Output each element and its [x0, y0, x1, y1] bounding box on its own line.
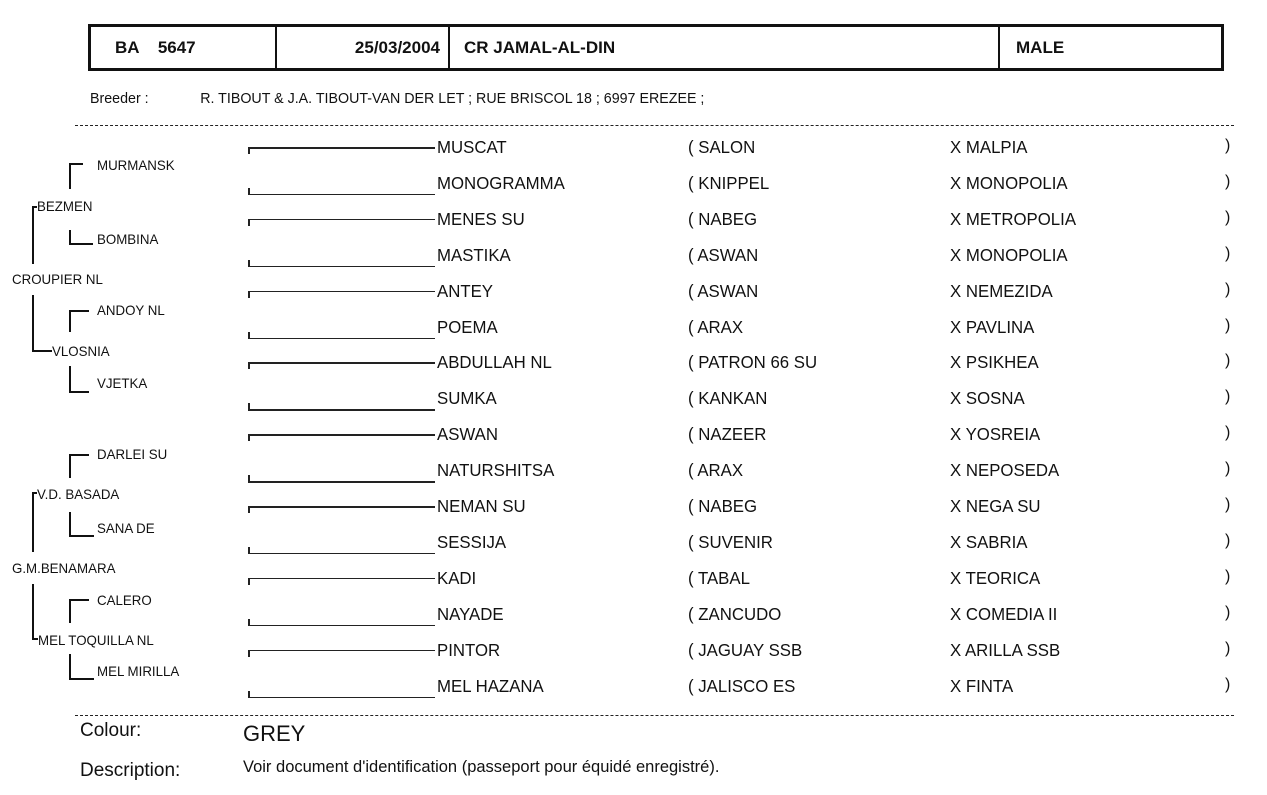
pedigree-connector [248, 291, 435, 293]
pedigree-row-sire: ( PATRON 66 SU [688, 352, 818, 373]
top-divider [75, 125, 1234, 126]
pedigree-row-sire: ( TABAL [688, 567, 750, 588]
pedigree-row-dam: X NEGA SU [950, 496, 1041, 516]
tree-sire: CROUPIER NL [12, 271, 103, 287]
pedigree-row-close: ) [1225, 496, 1231, 513]
tree-sire-sire-dam: BOMBINA [97, 231, 159, 247]
pedigree-row-sire: ( NAZEER [688, 424, 767, 445]
colour-value: GREY [243, 721, 306, 746]
pedigree-connector [248, 147, 435, 149]
pedigree-connector-tick [248, 260, 250, 267]
pedigree-row-sire: ( NABEG [688, 208, 758, 229]
pedigree-row-name: ANTEY [437, 280, 494, 301]
pedigree-connector-tick [248, 362, 250, 369]
pedigree-connector [248, 338, 435, 340]
pedigree-row-close: ) [1225, 460, 1231, 478]
sex: MALE [1016, 37, 1065, 57]
pedigree-connector-tick [248, 332, 250, 339]
pedigree-row-close: ) [1225, 388, 1231, 406]
pedigree-row-name: SUMKA [437, 388, 497, 409]
pedigree-connector-tick [248, 619, 250, 626]
pedigree-row-sire: ( ASWAN [688, 244, 759, 265]
pedigree-row-sire: ( ZANCUDO [688, 603, 782, 624]
tree-dam: G.M.BENAMARA [12, 560, 116, 576]
birth-date: 25/03/2004 [277, 27, 450, 68]
pedigree-row-dam: X TEORICA [950, 567, 1041, 588]
pedigree-row-name: MASTIKA [437, 244, 511, 265]
pedigree-row-close: ) [1225, 531, 1231, 549]
pedigree-connector-tick [248, 434, 250, 441]
pedigree-row-name: MONOGRAMMA [437, 172, 565, 193]
pedigree-row-name: ABDULLAH NL [437, 352, 552, 373]
pedigree-row-sire: ( KNIPPEL [688, 172, 770, 193]
pedigree-connector-tick [248, 506, 250, 513]
pedigree-connector-tick [248, 547, 250, 554]
pedigree-row-close: ) [1225, 352, 1231, 370]
pedigree-row-name: NATURSHITSA [437, 460, 555, 481]
pedigree-row-close: ) [1225, 675, 1231, 693]
pedigree-row-dam: X COMEDIA II [950, 603, 1058, 624]
tree-dam-sire: V.D. BASADA [37, 486, 120, 502]
pedigree-row-name: MEL HAZANA [437, 675, 544, 696]
pedigree-row-dam: X NEPOSEDA [950, 460, 1060, 481]
pedigree-row-name: SESSIJA [437, 531, 507, 552]
pedigree-row-close: ) [1225, 137, 1231, 154]
tree-sire-dam-sire: ANDOY NL [97, 302, 165, 318]
pedigree-row-sire: ( ASWAN [688, 280, 759, 301]
pedigree-connector-tick [248, 475, 250, 482]
description-label: Description: [80, 760, 181, 781]
pedigree-row-close: ) [1225, 567, 1231, 585]
tree-dam-dam-dam: MEL MIRILLA [97, 663, 180, 679]
pedigree-row-sire: ( ARAX [688, 460, 744, 481]
tree-sire-dam: VLOSNIA [52, 343, 110, 359]
pedigree-row-sire: ( SUVENIR [688, 531, 773, 552]
pedigree-row-sire: ( SALON [688, 137, 756, 157]
pedigree-row-sire: ( NABEG [688, 496, 758, 516]
pedigree-connector [248, 434, 435, 436]
pedigree-row-close: ) [1225, 172, 1231, 190]
pedigree-row-close: ) [1225, 639, 1231, 657]
pedigree-row-dam: X MALPIA [950, 137, 1028, 157]
pedigree-row-close: ) [1225, 316, 1231, 334]
breeder-line [90, 90, 704, 107]
pedigree-row-name: NEMAN SU [437, 496, 526, 516]
pedigree-row-sire: ( ARAX [688, 316, 744, 337]
tree-sire-sire: BEZMEN [37, 198, 93, 214]
pedigree-row-close: ) [1225, 603, 1231, 621]
pedigree-row-close: ) [1225, 280, 1231, 298]
pedigree-connector-tick [248, 403, 250, 410]
pedigree-row-name: NAYADE [437, 603, 504, 624]
pedigree-connector-tick [248, 219, 250, 226]
pedigree-row-dam: X PSIKHEA [950, 352, 1039, 373]
pedigree-connector [248, 553, 435, 555]
pedigree-row-dam: X SABRIA [950, 531, 1028, 552]
pedigree-row-dam: X FINTA [950, 675, 1014, 696]
pedigree-row-name: PINTOR [437, 639, 501, 660]
pedigree-connector-tick [248, 291, 250, 298]
tree-dam-sire-sire: DARLEI SU [97, 446, 168, 462]
pedigree-row-dam: X METROPOLIA [950, 208, 1077, 229]
pedigree-connector [248, 697, 435, 699]
pedigree-connector [248, 266, 435, 268]
pedigree-row-name: MENES SU [437, 208, 525, 229]
registration-number: BA 5647 [91, 27, 277, 68]
pedigree-row-sire: ( KANKAN [688, 388, 768, 409]
pedigree-row-sire: ( JALISCO ES [688, 675, 796, 696]
tree-sire-sire-sire: MURMANSK [97, 157, 175, 173]
pedigree-row-dam: X SOSNA [950, 388, 1025, 409]
pedigree-row-close: ) [1225, 208, 1231, 226]
tree-sire-dam-dam: VJETKA [97, 375, 148, 391]
pedigree-connector [248, 650, 435, 652]
pedigree-row-dam: X MONOPOLIA [950, 244, 1068, 265]
pedigree-connector [248, 219, 435, 221]
description-value: Voir document d'identification (passeport pour équidé enregistré). [243, 758, 720, 776]
pedigree-row-close: ) [1225, 244, 1231, 262]
pedigree-row-dam: X PAVLINA [950, 316, 1035, 337]
bottom-divider [75, 715, 1234, 716]
pedigree-connector-tick [248, 650, 250, 657]
pedigree-connector-tick [248, 188, 250, 195]
pedigree-row-name: ASWAN [437, 424, 498, 445]
pedigree-row-name: KADI [437, 567, 477, 588]
pedigree-connector-tick [248, 147, 250, 154]
breeder-label: Breeder : [90, 90, 149, 107]
pedigree-row-dam: X MONOPOLIA [950, 172, 1068, 193]
pedigree-connector [248, 409, 435, 411]
pedigree-connector [248, 625, 435, 627]
pedigree-connector-tick [248, 578, 250, 585]
tree-dam-dam: MEL TOQUILLA NL [38, 632, 154, 648]
pedigree-row-name: MUSCAT [437, 137, 507, 157]
pedigree-row-dam: X NEMEZIDA [950, 280, 1053, 301]
tree-dam-dam-sire: CALERO [97, 592, 152, 608]
pedigree-connector-tick [248, 691, 250, 698]
pedigree-connector [248, 362, 435, 364]
pedigree-row-dam: X YOSREIA [950, 424, 1041, 445]
pedigree-connector [248, 194, 435, 196]
tree-dam-sire-dam: SANA DE [97, 520, 155, 536]
pedigree-row-dam: X ARILLA SSB [950, 639, 1061, 660]
pedigree-connector [248, 481, 435, 483]
pedigree-row-close: ) [1225, 424, 1231, 442]
pedigree-row-sire: ( JAGUAY SSB [688, 639, 803, 660]
pedigree-row-name: POEMA [437, 316, 498, 337]
pedigree-connector [248, 578, 435, 580]
breeder-value: R. TIBOUT & J.A. TIBOUT-VAN DER LET ; RUE BRISCOL 18 ; 6997 EREZEE ; [200, 90, 705, 107]
horse-name: CR JAMAL-AL-DIN [450, 27, 1000, 68]
header-box [88, 24, 1224, 71]
pedigree-connector [248, 506, 435, 508]
colour-label: Colour: [80, 720, 142, 741]
